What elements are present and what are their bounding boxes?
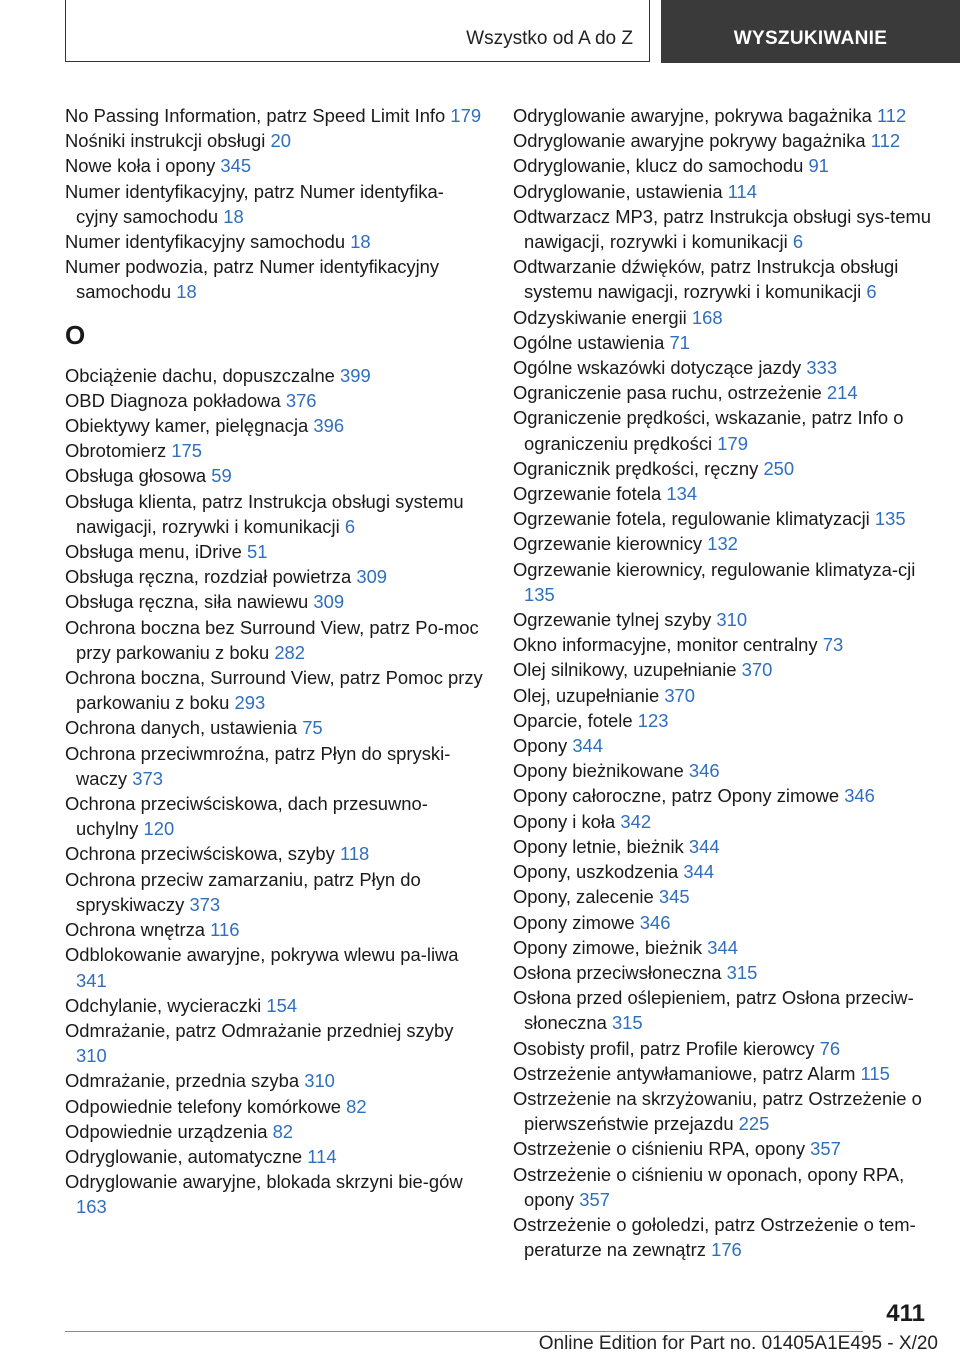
index-entry (513, 204, 933, 254)
entry-text: Odpowiednie urządzenia (65, 1120, 268, 1142)
index-entry (513, 103, 933, 128)
entry-page-link[interactable]: 310 (76, 1045, 107, 1067)
index-entry (513, 1036, 933, 1061)
entry-text: Oparcie, fotele (513, 709, 633, 731)
index-entry (65, 363, 485, 388)
index-entry (65, 665, 485, 715)
entry-page-link[interactable]: 214 (826, 382, 858, 404)
search-tab-label: WYSZUKIWANIE (733, 28, 888, 49)
index-entry (513, 330, 933, 355)
entry-text: Numer podwozia, patrz Numer identyfikacyjny samochodu (65, 256, 440, 303)
entry-text: Odtwarzanie dźwięków, patrz Instrukcja obsługi systemu nawigacji, rozrywki i komunikacji (513, 256, 899, 303)
entry-text: Ogrzewanie fotela (513, 483, 662, 505)
entry-text: Opony i koła (513, 810, 616, 832)
index-entry (513, 355, 933, 380)
index-entry (513, 557, 933, 607)
entry-page-link[interactable]: 175 (171, 440, 202, 462)
index-entry (65, 128, 485, 153)
entry-page-link[interactable]: 6 (866, 281, 877, 303)
index-entry (65, 564, 485, 589)
entry-text: Odryglowanie, ustawienia (513, 180, 723, 202)
index-column-right (513, 103, 933, 1262)
entry-text: Nowe koła i opony (65, 155, 216, 177)
page-number: 411 (886, 1300, 925, 1327)
entry-page-link[interactable]: 344 (707, 936, 738, 958)
entry-text: Ostrzeżenie o gołoledzi, patrz Ostrzeżenie o tem-peraturze na zewnątrz (513, 1213, 916, 1261)
entry-page-link[interactable]: 116 (210, 919, 240, 941)
index-entry (65, 254, 485, 304)
entry-text: Odryglowanie awaryjne pokrywy bagażnika (513, 130, 866, 152)
entry-text: Osłona przed oślepieniem, patrz Osłona przeciw-słoneczna (513, 987, 914, 1034)
entry-page-link[interactable]: 115 (860, 1062, 890, 1084)
entry-page-link[interactable]: 310 (716, 609, 748, 631)
entry-text: Ogólne wskazówki dotyczące jazdy (513, 357, 802, 379)
footer-edition: Online Edition for Part no. 01405A1E495 - X/20 (538, 1333, 938, 1354)
index-entry (65, 942, 485, 992)
entry-text: Obsługa menu, iDrive (65, 541, 242, 563)
entry-text: Opony zimowe, bieżnik (513, 936, 703, 958)
entry-text: Osłona przeciwsłoneczna (513, 961, 722, 983)
footer-divider (65, 1331, 863, 1332)
index-entry (65, 489, 485, 539)
entry-page-link[interactable]: 18 (350, 231, 371, 253)
index-list-right (513, 103, 933, 1262)
entry-text: Ogranicznik prędkości, ręczny (513, 457, 759, 479)
entry-text: Opony całoroczne, patrz Opony zimowe (513, 785, 840, 807)
index-entry (65, 741, 485, 791)
index-entry (513, 935, 933, 960)
entry-page-link[interactable]: 346 (639, 911, 671, 933)
entry-page-link[interactable]: 333 (806, 357, 838, 379)
entry-page-link[interactable]: 154 (266, 994, 298, 1016)
entry-page-link[interactable]: 179 (450, 105, 482, 126)
entry-page-link[interactable]: 282 (274, 641, 306, 663)
entry-text: Ogrzewanie fotela, regulowanie klimatyzacji (513, 508, 870, 530)
entry-page-link[interactable]: 293 (234, 692, 266, 714)
index-entry (65, 413, 485, 438)
index-entry (65, 1119, 485, 1144)
entry-page-link[interactable]: 225 (738, 1113, 770, 1135)
entry-page-link[interactable]: 315 (611, 1012, 643, 1034)
index-entry (513, 481, 933, 506)
entry-page-link[interactable]: 315 (726, 961, 758, 983)
entry-text: Ostrzeżenie o ciśnieniu w oponach, opony RPA, opony (513, 1163, 905, 1210)
index-entry (65, 791, 485, 841)
index-entry (65, 388, 485, 413)
entry-page-link[interactable]: 112 (876, 105, 907, 126)
index-entry (513, 1212, 933, 1262)
index-entry (65, 1068, 485, 1093)
entry-text: Obsługa klienta, patrz Instrukcja obsługi systemu nawigacji, rozrywki i komunikacji (65, 490, 464, 537)
entry-page-link[interactable]: 114 (727, 180, 758, 202)
index-entry (65, 993, 485, 1018)
entry-text: Ochrona boczna, Surround View, patrz Pomoc przy parkowaniu z boku (65, 667, 483, 714)
index-entry (513, 884, 933, 909)
index-entry (513, 128, 933, 153)
index-entry (65, 539, 485, 564)
entry-text: Ochrona danych, ustawienia (65, 717, 298, 739)
entry-text: Ograniczenie pasa ruchu, ostrzeżenie (513, 382, 822, 404)
entry-text: Osobisty profil, patrz Profile kierowcy (513, 1037, 815, 1059)
entry-text: Opony bieżnikowane (513, 760, 684, 782)
entry-page-link[interactable]: 6 (344, 515, 356, 537)
entry-page-link[interactable]: 135 (874, 508, 906, 530)
index-entry (65, 1169, 485, 1219)
entry-text: Ochrona wnętrza (65, 919, 206, 941)
entry-page-link[interactable]: 310 (304, 1070, 335, 1092)
index-entry (513, 960, 933, 985)
index-entry (65, 1094, 485, 1119)
entry-page-link[interactable]: 344 (572, 735, 603, 757)
entry-page-link[interactable]: 168 (691, 306, 723, 328)
entry-text: Odryglowanie, klucz do samochodu (513, 155, 804, 177)
index-entry (65, 615, 485, 665)
entry-page-link[interactable]: 250 (763, 457, 795, 479)
index-entry (513, 153, 933, 178)
index-entry (65, 463, 485, 488)
index-entry (513, 708, 933, 733)
entry-page-link[interactable]: 345 (220, 155, 252, 177)
entry-text: Odblokowanie awaryjne, pokrywa wlewu pa-liwa (65, 944, 459, 966)
entry-text: Odmrażanie, patrz Odmrażanie przedniej szyby (65, 1019, 454, 1041)
entry-page-link[interactable]: 370 (741, 659, 773, 681)
entry-text: Olej, uzupełnianie (513, 684, 660, 706)
entry-page-link[interactable]: 112 (870, 130, 901, 152)
entry-page-link[interactable]: 71 (669, 331, 690, 353)
entry-text: Olej silnikowy, uzupełnianie (513, 659, 737, 681)
index-column-left (65, 103, 485, 1220)
index-entry (513, 1136, 933, 1161)
index-entry (65, 229, 485, 254)
entry-page-link[interactable]: 123 (637, 709, 669, 731)
entry-text: Odryglowanie awaryjne, pokrywa bagażnika (513, 105, 872, 126)
index-entry (65, 1144, 485, 1169)
index-entry (513, 506, 933, 531)
index-entry (65, 103, 485, 128)
entry-page-link[interactable]: 18 (176, 281, 197, 303)
entry-page-link[interactable]: 344 (683, 861, 715, 883)
entry-text: Ogrzewanie kierownicy, regulowanie klimatyza-cji (513, 558, 916, 580)
index-entry (65, 153, 485, 178)
entry-text: Nośniki instrukcji obsługi (65, 130, 266, 152)
index-entry (65, 867, 485, 917)
entry-page-link[interactable]: 399 (340, 364, 371, 386)
index-entry (513, 859, 933, 884)
entry-page-link[interactable]: 346 (688, 760, 720, 782)
entry-page-link[interactable]: 376 (285, 389, 317, 411)
entry-text: Odpowiednie telefony komórkowe (65, 1095, 342, 1117)
entry-page-link[interactable]: 118 (339, 843, 370, 865)
entry-text: Odmrażanie, przednia szyba (65, 1070, 300, 1092)
index-entry (513, 783, 933, 808)
entry-page-link[interactable]: 59 (211, 465, 232, 487)
index-entry (513, 179, 933, 204)
entry-text: Ogrzewanie kierownicy (513, 533, 703, 555)
entry-text: Odzyskiwanie energii (513, 306, 687, 328)
index-entry (513, 985, 933, 1035)
entry-page-link[interactable]: 51 (246, 541, 268, 563)
entry-text: Ochrona przeciwściskowa, dach przesuwno-uchylny (65, 793, 428, 840)
entry-text: Okno informacyjne, monitor centralny (513, 634, 818, 656)
entry-text: Ostrzeżenie o ciśnieniu RPA, opony (513, 1138, 806, 1160)
entry-page-link[interactable]: 18 (223, 205, 244, 227)
entry-page-link[interactable]: 345 (658, 886, 690, 908)
entry-text: Opony letnie, bieżnik (513, 835, 684, 857)
entry-text: Odryglowanie awaryjne, blokada skrzyni bie-gów (65, 1171, 463, 1193)
entry-text: Opony, zalecenie (513, 886, 654, 908)
entry-text: Obrotomierz (65, 440, 167, 462)
entry-page-link[interactable]: 309 (313, 591, 345, 613)
index-entry (513, 1086, 933, 1136)
entry-page-link[interactable]: 396 (313, 415, 345, 437)
entry-page-link[interactable]: 76 (819, 1037, 841, 1059)
index-list-o (65, 363, 485, 1220)
entry-page-link[interactable]: 344 (688, 835, 720, 857)
section-tab-label: Wszystko od A do Z (466, 28, 633, 49)
index-entry (513, 632, 933, 657)
entry-page-link[interactable]: 179 (717, 432, 748, 454)
index-entry (513, 607, 933, 632)
index-entry (65, 179, 485, 229)
entry-text: Opony zimowe (513, 911, 635, 933)
index-list-n (65, 103, 485, 305)
entry-text: Obsługa głosowa (65, 465, 207, 487)
index-entry (513, 405, 933, 455)
entry-page-link[interactable]: 135 (524, 583, 555, 605)
entry-page-link[interactable]: 341 (76, 969, 107, 991)
entry-text: Ogrzewanie tylnej szyby (513, 609, 712, 631)
entry-text: Odryglowanie, automatyczne (65, 1145, 303, 1167)
entry-text: Ochrona przeciwmroźna, patrz Płyn do spryski-waczy (65, 742, 451, 789)
index-entry (513, 1162, 933, 1212)
entry-page-link[interactable]: 357 (579, 1188, 610, 1210)
entry-page-link[interactable]: 163 (76, 1196, 107, 1218)
entry-text: Ochrona przeciwściskowa, szyby (65, 843, 335, 865)
entry-text: OBD Diagnoza pokładowa (65, 389, 281, 411)
index-entry (513, 910, 933, 935)
entry-page-link[interactable]: 309 (356, 566, 388, 588)
index-entry (513, 657, 933, 682)
entry-text: Ostrzeżenie na skrzyżowaniu, patrz Ostrzeżenie o pierwszeństwie przejazdu (513, 1087, 922, 1135)
entry-text: Opony (513, 735, 568, 757)
entry-page-link[interactable]: 134 (666, 483, 698, 505)
index-entry (513, 758, 933, 783)
index-entry (513, 380, 933, 405)
entry-page-link[interactable]: 370 (664, 684, 696, 706)
entry-text: Odchylanie, wycieraczki (65, 994, 262, 1016)
entry-page-link[interactable]: 73 (822, 634, 844, 656)
entry-text: Obiektywy kamer, pielęgnacja (65, 415, 309, 437)
index-entry (513, 809, 933, 834)
entry-page-link[interactable]: 20 (270, 130, 291, 152)
index-entry (513, 1061, 933, 1086)
entry-text: Opony, uszkodzenia (513, 861, 679, 883)
entry-page-link[interactable]: 6 (792, 231, 804, 253)
entry-text: Obsługa ręczna, siła nawiewu (65, 591, 309, 613)
entry-text: Obciążenie dachu, dopuszczalne (65, 364, 335, 386)
entry-page-link[interactable]: 82 (272, 1120, 294, 1142)
index-entry (65, 1018, 485, 1068)
entry-page-link[interactable]: 357 (810, 1138, 841, 1160)
entry-page-link[interactable]: 346 (844, 785, 875, 807)
page-header (0, 0, 960, 66)
index-entry (513, 531, 933, 556)
index-entry (513, 683, 933, 708)
index-entry (65, 715, 485, 740)
entry-text: No Passing Information, patrz Speed Limit Info (65, 105, 446, 126)
entry-page-link[interactable]: 373 (132, 767, 163, 789)
index-entry (513, 254, 933, 304)
entry-page-link[interactable]: 176 (711, 1239, 742, 1261)
entry-text: Ochrona boczna bez Surround View, patrz Po-moc przy parkowaniu z boku (65, 616, 479, 663)
entry-page-link[interactable]: 132 (707, 533, 738, 555)
entry-page-link[interactable]: 82 (346, 1095, 367, 1117)
index-entry (513, 733, 933, 758)
search-tab[interactable] (661, 0, 960, 63)
entry-text: Ochrona przeciw zamarzaniu, patrz Płyn do spryskiwaczy (65, 868, 421, 915)
entry-page-link[interactable]: 91 (808, 155, 829, 177)
index-entry (513, 305, 933, 330)
entry-text: Ostrzeżenie antywłamaniowe, patrz Alarm (513, 1062, 856, 1084)
section-letter: O (65, 319, 86, 350)
entry-page-link[interactable]: 342 (620, 810, 652, 832)
index-entry (513, 834, 933, 859)
entry-text: Odtwarzacz MP3, patrz Instrukcja obsługi sys-temu nawigacji, rozrywki i komunikacji (513, 205, 932, 253)
entry-text: Numer identyfikacyjny, patrz Numer identyfika-cyjny samochodu (65, 180, 444, 227)
entry-page-link[interactable]: 75 (302, 717, 323, 739)
entry-page-link[interactable]: 120 (143, 818, 175, 840)
entry-text: Ogólne ustawienia (513, 331, 665, 353)
index-entry (513, 456, 933, 481)
entry-text: Ograniczenie prędkości, wskazanie, patrz Info o ograniczeniu prędkości (513, 407, 904, 454)
index-entry (65, 589, 485, 614)
index-entry (65, 917, 485, 942)
index-entry (65, 841, 485, 866)
entry-page-link[interactable]: 373 (189, 893, 221, 915)
entry-text: Obsługa ręczna, rozdział powietrza (65, 566, 352, 588)
entry-text: Numer identyfikacyjny samochodu (65, 231, 346, 253)
entry-page-link[interactable]: 114 (307, 1145, 337, 1167)
section-tab[interactable] (65, 0, 650, 62)
index-entry (65, 438, 485, 463)
